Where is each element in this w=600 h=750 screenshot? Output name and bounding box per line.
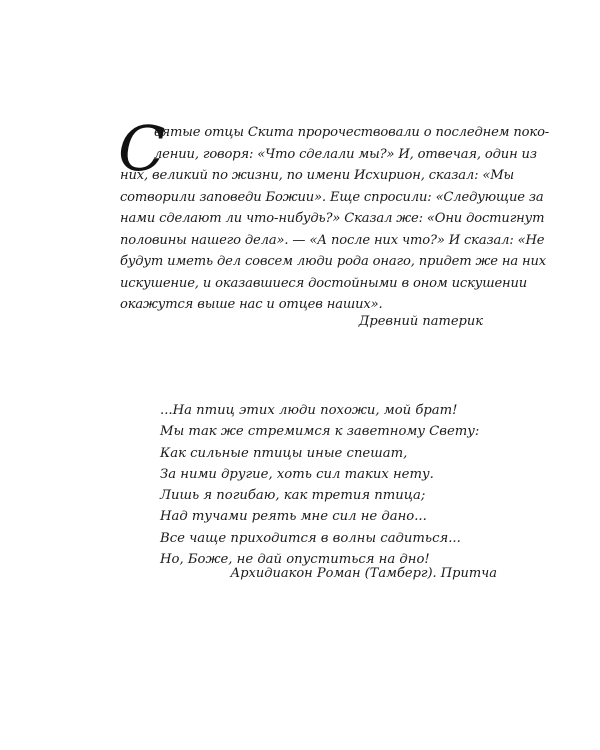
poem-stanza bbox=[160, 400, 479, 570]
epigraph-line: лении, говоря: «Что сделали мы?» И, отвечая, один из bbox=[154, 146, 537, 162]
poem-verse: Но, Боже, не дай опуститься на дно! bbox=[160, 552, 430, 568]
poem-verse: ...На птиц этих люди похожи, мой брат! bbox=[160, 403, 458, 418]
poem-verse: Мы так же стремимся к заветному Свету: bbox=[160, 424, 480, 440]
epigraph-paragraph bbox=[120, 122, 550, 316]
poem-verse: Над тучами реять мне сил не дано... bbox=[160, 509, 427, 525]
poem-attribution: Архидиакон Роман (Тамберг). Притча bbox=[230, 566, 497, 581]
poem-verse: Лишь я погибаю, как третия птица; bbox=[160, 488, 426, 504]
epigraph-line: искушение, и оказавшиеся достойными в оном искушении bbox=[120, 275, 528, 291]
poem-verse: Все чаще приходится в волны садиться... bbox=[160, 530, 461, 546]
epigraph-line: сотворили заповеди Божии». Еще спросили: «Следующие за bbox=[120, 189, 544, 205]
epigraph-line: окажутся выше нас и отцев наших». bbox=[120, 297, 383, 312]
epigraph-line: половины нашего дела». — «А после них что?» И сказал: «Не bbox=[120, 232, 545, 248]
epigraph-line: нами сделают ли что-нибудь?» Сказал же: «Они достигнут bbox=[120, 211, 545, 226]
epigraph-attribution: Древний патерик bbox=[358, 314, 483, 329]
poem-verse: Как сильные птицы иные спешат, bbox=[160, 445, 408, 461]
epigraph-line: будут иметь дел совсем люди рода онаго, придет же на них bbox=[120, 254, 547, 269]
epigraph-line: вятые отцы Скита пророчествовали о последнем поко- bbox=[154, 125, 550, 140]
drop-cap: С bbox=[118, 112, 166, 185]
epigraph-line: них, великий по жизни, по имени Исхирион, сказал: «Мы bbox=[120, 168, 514, 183]
poem-verse: За ними другие, хоть сил таких нету. bbox=[160, 466, 434, 482]
